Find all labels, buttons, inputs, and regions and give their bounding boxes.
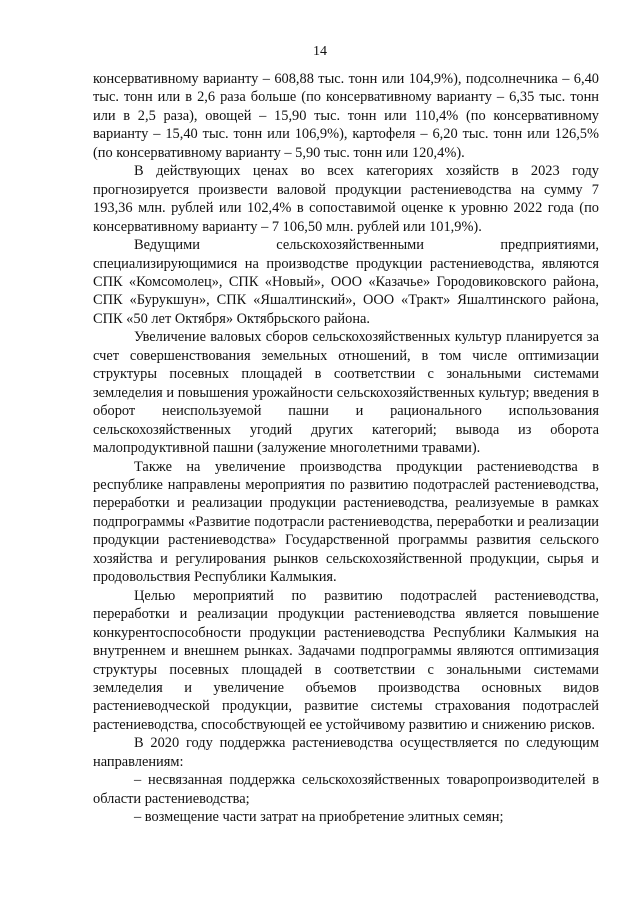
paragraph-support-directions-intro: В 2020 году поддержка растениеводства осуществляется по следующим направлениям: — [93, 735, 599, 770]
document-body — [93, 70, 599, 827]
paragraph-gross-output-value: В действующих ценах во всех категориях хозяйств в 2023 году прогнозируется произвести валовой продукции растениеводства на сумму 7 193,36 млн. рублей или 102,4% в сопоставимой оценке к уровню 2022 года (по консервативному варианту – 7 106,50 млн. рублей или 101,9%). — [93, 163, 599, 235]
paragraph-yield-increase: Увеличение валовых сборов сельскохозяйственных культур планируется за счет совершенствования земельных отношений, в том числе оптимизации структуры посевных площадей в соответствии с зональными системами земледелия и повышения урожайности сельскохозяйственных культур; введения в оборот неиспользуемой пашни и рационального использования сельскохозяйственных угодий других категорий; вывода из оборота малопродуктивной пашни (залужение многолетними травами). — [93, 329, 599, 457]
list-item-elite-seeds-reimbursement: – возмещение части затрат на приобретение элитных семян; — [134, 809, 504, 826]
page-number: 14 — [313, 44, 327, 59]
paragraph-leading-enterprises: Ведущими сельскохозяйственными предприятиями, специализирующимися на производстве продукции растениеводства, являются СПК «Комсомолец», СПК «Новый», ООО «Казачье» Городовиковского района, СПК «Бурукшун», СПК «Яшалтинский», ООО «Тракт» Яшалтинского района, СПК «50 лет Октября» Октябрьского района. — [93, 237, 599, 327]
paragraph-crop-forecast-continuation: консервативному варианту – 608,88 тыс. тонн или 104,9%), подсолнечника – 6,40 тыс. тонн или в 2,6 раза больше (по консервативному варианту – 6,35 тыс. тонн или в 2,5 раза), овощей – 15,90 тыс. тонн или 110,4% (по консервативному варианту – 15,40 тыс. тонн или 106,9%), картофеля – 6,20 тыс. тонн или 126,5% (по консервативному варианту – 5,90 тыс. тонн или 120,4%). — [93, 71, 599, 161]
paragraph-subprogram-goals: Целью мероприятий по развитию подотраслей растениеводства, переработки и реализации продукции растениеводства является повышение конкурентоспособности продукции растениеводства Республики Калмыкия на внутреннем и внешнем рынках. Задачами подпрограммы являются оптимизация структуры посевных площадей в соответствии с зональными системами земледелия и увеличение объемов производства основных видов растениеводческой продукции, развитие системы страхования подотраслей растениеводства, способствующей ее устойчивому развитию и снижению рисков. — [93, 587, 599, 733]
list-item-unlinked-support: – несвязанная поддержка сельскохозяйственных товаропроизводителей в области растениеводства; — [93, 772, 599, 807]
paragraph-subprogram-measures: Также на увеличение производства продукции растениеводства в республике направлены мероприятия по развитию подотраслей растениеводства, переработки и реализации продукции растениеводства, реализуемые в рамках подпрограммы «Развитие подотрасли растениеводства, переработки и реализации продукции растениеводства» Государственной программы развития сельского хозяйства и регулирования рынков сельскохозяйственной продукции, сырья и продовольствия Республики Калмыкия. — [93, 458, 599, 586]
